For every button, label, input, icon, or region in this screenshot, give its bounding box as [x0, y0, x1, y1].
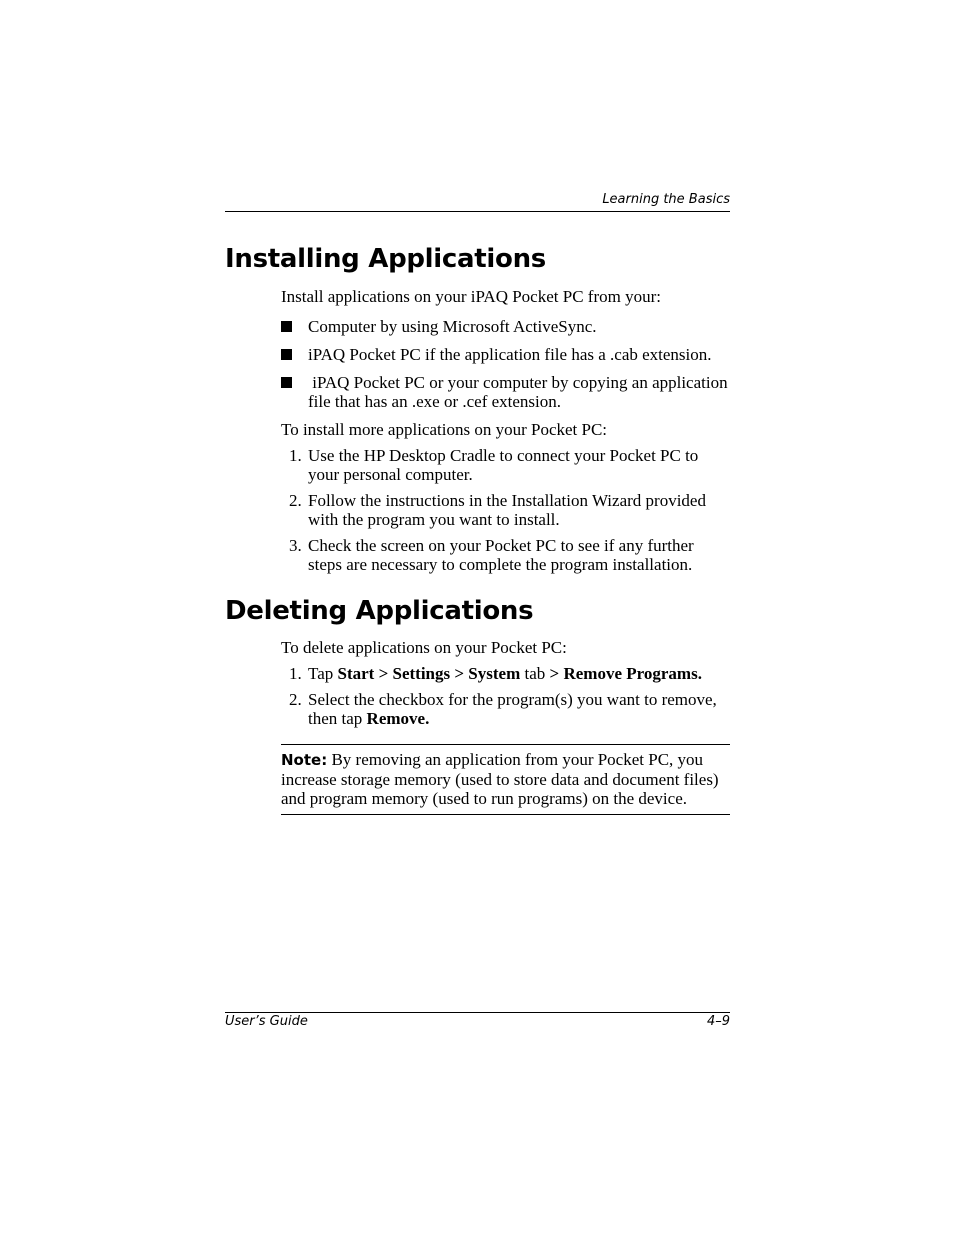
bullet-text: iPAQ Pocket PC or your computer by copying an application file that has an .exe or .cef extension. [308, 373, 732, 411]
bullet-text: Computer by using Microsoft ActiveSync. [308, 317, 597, 336]
step-number: 2. [289, 491, 302, 510]
bullet-text: iPAQ Pocket PC if the application file has a .cab extension. [308, 345, 712, 364]
header-rule [225, 211, 730, 212]
deleting-intro: To delete applications on your Pocket PC: [281, 638, 567, 657]
remove-bold: Remove. [366, 709, 430, 728]
step-number: 2. [289, 690, 302, 709]
step-number: 1. [289, 446, 302, 465]
step-text [308, 664, 731, 683]
step-text: Check the screen on your Pocket PC to see if any further steps are necessary to complete the program installation. [308, 536, 694, 574]
step-text-body: Select the checkbox for the program(s) you want to remove, then tap [308, 690, 717, 728]
section-title-deleting: Deleting Applications [225, 596, 534, 626]
page-number: 4–9 [706, 1014, 730, 1029]
footer-guide-title: User’s Guide [225, 1014, 308, 1029]
section-title-installing: Installing Applications [225, 244, 546, 274]
step-text: Use the HP Desktop Cradle to connect your Pocket PC to your personal computer. [308, 446, 699, 484]
menu-path-bold-end: > Remove Programs. [549, 664, 702, 683]
square-bullet-icon [281, 377, 292, 388]
step-text-prefix: Tap [308, 664, 338, 683]
note-top-rule [281, 744, 730, 745]
step-text-middle: tab [520, 664, 550, 683]
square-bullet-icon [281, 349, 292, 360]
square-bullet-icon [281, 321, 292, 332]
menu-path-bold: Start > Settings > System [337, 664, 521, 683]
step-number: 1. [289, 664, 302, 683]
note-bottom-rule [281, 814, 730, 815]
note-text: By removing an application from your Pocket PC, you increase storage memory (used to store data and document files) and program memory (used to run programs) on the device. [281, 750, 719, 808]
installing-intro: Install applications on your iPAQ Pocket PC from your: [281, 287, 661, 306]
step-text [308, 690, 731, 728]
step-number: 3. [289, 536, 302, 555]
step-text: Follow the instructions in the Installation Wizard provided with the program you want to install. [308, 491, 706, 529]
installing-more-intro: To install more applications on your Pocket PC: [281, 420, 608, 439]
note-block [281, 750, 730, 808]
note-label: Note: [281, 751, 328, 769]
running-header: Learning the Basics [602, 192, 730, 207]
